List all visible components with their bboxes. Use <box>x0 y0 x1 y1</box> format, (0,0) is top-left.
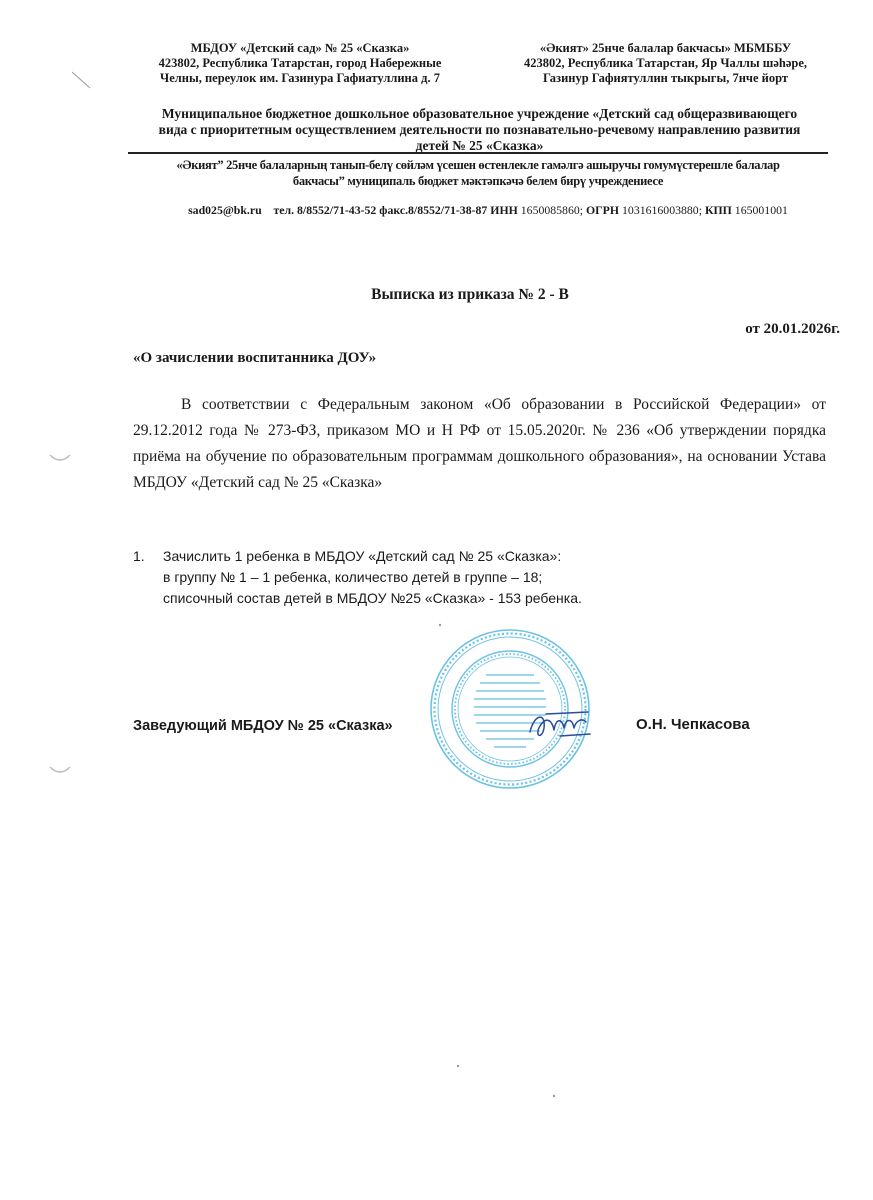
signatory-name: О.Н. Чепкасова <box>636 716 750 733</box>
header-left-line: 423802, Республика Татарстан, город Набережные <box>158 56 442 70</box>
organization-name-tatar <box>128 157 828 189</box>
signatory-position: Заведующий МБДОУ № 25 «Сказка» <box>133 718 393 734</box>
list-item <box>163 546 582 609</box>
email-address: sad025@bk.ru <box>188 203 262 217</box>
contact-line <box>128 203 848 218</box>
scan-speck <box>437 622 443 628</box>
handwritten-signature <box>526 706 596 746</box>
body-paragraph-text: В соответствии с Федеральным законом «Об образовании в Российской Федерации» от 29.12.2012 года № 273-ФЗ, приказом МО и Н РФ от 15.05.2020г. № 236 «Об утверждении порядка приёма на обучение по образовательным программам дошкольного образования», на основании Устава МБДОУ «Детский сад № 25 «Сказка» <box>133 396 826 491</box>
scan-speck <box>551 1093 557 1099</box>
ogrn-label: ОГРН <box>585 203 620 217</box>
header-right-line: «Әкият» 25нче балалар бакчасы» МБМББУ <box>539 41 792 55</box>
list-item-line: списочный состав детей в МБДОУ №25 «Сказка» - 153 ребенка. <box>163 590 582 606</box>
kpp-label: КПП <box>704 203 732 217</box>
body-paragraph <box>133 392 826 496</box>
list-item-line: в группу № 1 – 1 ребенка, количество детей в группе – 18; <box>163 569 543 585</box>
organization-name-line: вида с приоритетным осуществлением деятельности по познавательно-речевому направлению развития <box>158 122 801 137</box>
ogrn-value: 1031616003880; <box>622 203 702 217</box>
header-right-line: Газинур Гафиятуллин тыкрыгы, 7нче йорт <box>542 71 789 85</box>
organization-name-line: детей № 25 «Сказка» <box>415 138 544 153</box>
organization-name-line: Муниципальное бюджетное дошкольное образовательное учреждение «Детский сад общеразвивающего <box>161 106 798 121</box>
list-item-line: Зачислить 1 ребенка в МБДОУ «Детский сад № 25 «Сказка»: <box>163 548 562 564</box>
organization-name-tatar-line: бакчасы” муниципаль бюджет мәктәпкәчә белем бирү учреждениесе <box>292 174 664 188</box>
scan-artifact-mark <box>70 70 94 92</box>
header-left-line: МБДОУ «Детский сад» № 25 «Сказка» <box>190 41 410 55</box>
inn-label: ИНН <box>490 203 518 217</box>
inn-value: 1650085860; <box>520 203 584 217</box>
header-left-block <box>115 41 485 86</box>
punch-hole-mark <box>48 452 72 466</box>
organization-name <box>112 106 847 154</box>
list-item-number: 1. <box>133 548 145 564</box>
header-right-block <box>488 41 843 86</box>
kpp-value: 165001001 <box>734 203 788 217</box>
document-subject: «О зачислении воспитанника ДОУ» <box>133 350 377 366</box>
header-left-line: Челны, переулок им. Газинура Гафиатуллина д. 7 <box>160 71 440 85</box>
punch-hole-mark <box>48 764 72 778</box>
document-title: Выписка из приказа № 2 - В <box>371 286 569 303</box>
phone-fax: тел. 8/8552/71-43-52 факс.8/8552/71-38-87 <box>273 203 488 217</box>
header-right-line: 423802, Республика Татарстан, Яр Чаллы шәһәре, <box>523 56 808 70</box>
scan-speck <box>455 1063 461 1069</box>
header-divider <box>128 152 828 154</box>
document-date: от 20.01.2026г. <box>745 321 840 337</box>
organization-name-tatar-line: «Әкият” 25нче балаларның танып-белү сөйләм үсешен өстенлекле гамәлгә ашыручы гомумүстерешле балалар <box>176 158 780 172</box>
